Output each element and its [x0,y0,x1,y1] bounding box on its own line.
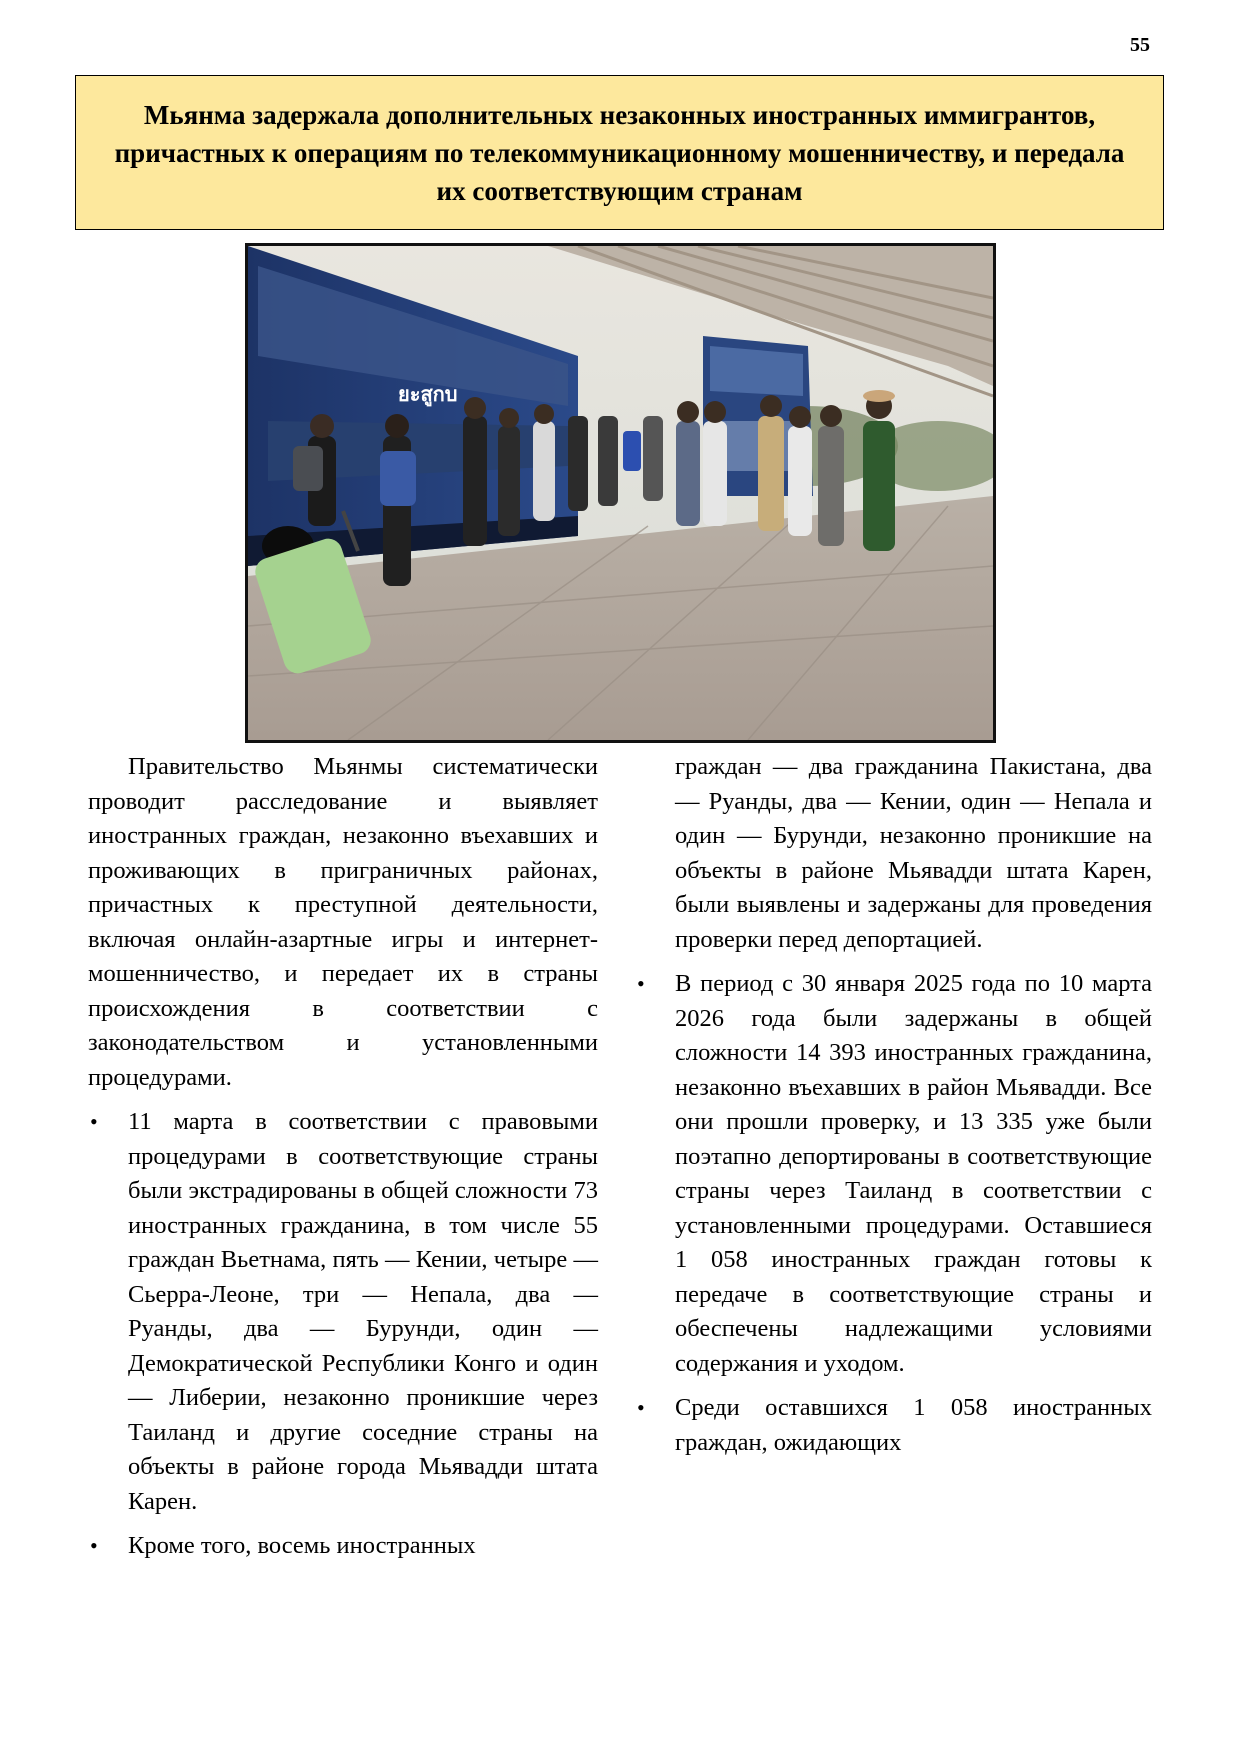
article-photo [245,243,996,743]
continuation-paragraph: граждан — два гражданина Пакистана, два — Руанды, два — Кении, один — Непала и один — Бурунди, незаконно проникшие на объекты в районе Мьявадди штата Карен, были выявлены и задержаны для проведения проверки перед депортацией. [675,753,1152,953]
list-item [88,1529,598,1564]
bus-sign: ยะสูกบ [398,382,458,406]
list-item [635,967,1152,1381]
list-item-text: Среди оставшихся 1 058 иностранных граждан, ожидающих [675,1394,1152,1456]
list-item-text: 11 марта в соответствии с правовыми процедурами в соответствующие страны были экстрадированы в общей сложности 73 иностранных гражданина, в том числе 55 граждан Вьетнама, пять — Кении, четыре — Сьерра-Леоне, три — Непала, два — Руанды, два — Бурунди, один — Демократической Республики Конго и один — Либерии, незаконно проникшие через Таиланд и другие соседние страны на объекты в районе города Мьявадди штата Карен. [128,1108,598,1515]
bus-station-scene [248,246,993,740]
bullet-icon: • [90,1533,98,1558]
list-item [88,1105,598,1519]
left-bullet-list [88,1105,598,1564]
title-box [75,75,1164,230]
page-number: 55 [1130,34,1150,56]
intro-paragraph: Правительство Мьянмы систематически проводит расследование и выявляет иностранных граждан, незаконно въехавших и проживающих в приграничных районах, причастных к преступной деятельности, включая онлайн-азартные игры и интернет-мошенничество, и передает их в страны происхождения в соответствии с законодательством и установленными процедурами. [88,753,598,1091]
left-column [88,750,598,1574]
right-column [635,750,1152,1470]
list-item [635,1391,1152,1460]
list-item-text: Кроме того, восемь иностранных [128,1532,476,1559]
right-bullet-list [635,967,1152,1460]
list-item-text: В период с 30 января 2025 года по 10 марта 2026 года были задержаны в общей сложности 14 393 иностранных гражданина, незаконно въехавших в район Мьявадди. Все они прошли проверку, и 13 335 уже были поэтапно депортированы в соответствующие страны через Таиланд в соответствии с установленными процедурами. Оставшиеся 1 058 иностранных граждан готовы к передаче в соответствующие страны и обеспечены надлежащими условиями содержания и уходом. [675,970,1152,1377]
bullet-icon: • [637,1395,645,1420]
bullet-icon: • [637,971,645,996]
article-title: Мьянма задержала дополнительных незаконных иностранных иммигрантов, причастных к операциям по телекоммуникационному мошенничеству, и передала их соответствующим странам [114,99,1125,206]
bullet-icon: • [90,1109,98,1134]
